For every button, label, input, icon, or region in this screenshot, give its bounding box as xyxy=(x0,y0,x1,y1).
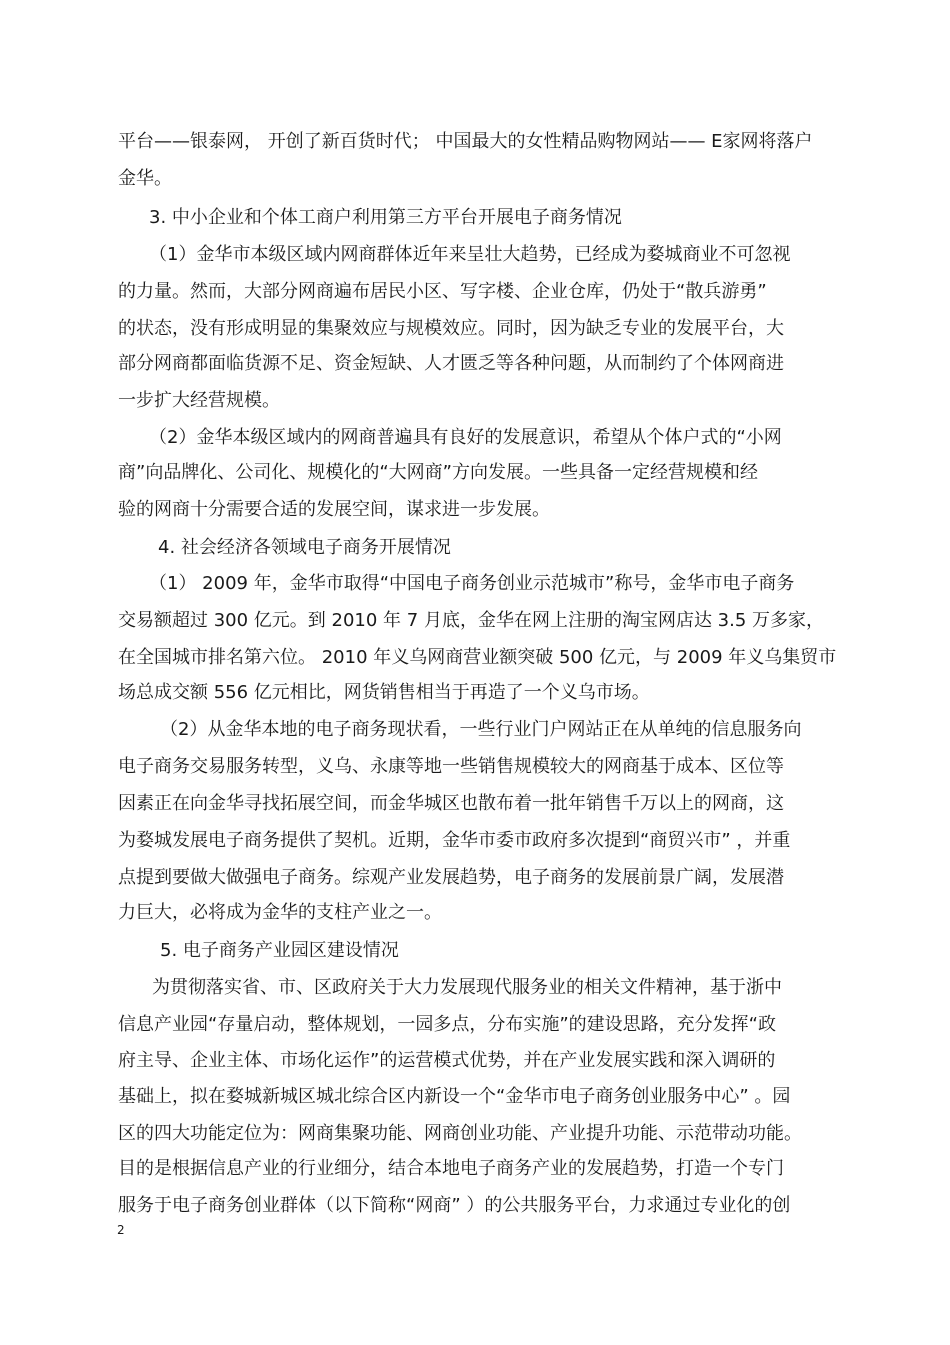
text-line: 电子商务交易服务转型，义乌、永康等地一些销售规模较大的网商基于成本、区位等 xyxy=(118,756,784,777)
text-line: 为婺城发展电子商务提供了契机。近期，金华市委市政府多次提到“商贸兴市” ，并重 xyxy=(118,830,791,851)
text-line: 验的网商十分需要合适的发展空间，谋求进一步发展。 xyxy=(118,499,550,520)
text-line: 府主导、企业主体、市场化运作”的运营模式优势，并在产业发展实践和深入调研的 xyxy=(118,1050,776,1071)
text-line: 一步扩大经营规模。 xyxy=(118,390,280,411)
text-line: 在全国城市排名第六位。 2010 年义乌网商营业额突破 500 亿元，与 2009 年义乌集贸市 xyxy=(118,647,837,668)
text-line: 平台——银泰网， 开创了新百货时代； 中国最大的女性精品购物网站—— E家网将落户 xyxy=(118,131,813,152)
text-line: 交易额超过 300 亿元。到 2010 年 7 月底，金华在网上注册的淘宝网店达 3.5 万多家， xyxy=(118,610,825,631)
section-heading: 5. 电子商务产业园区建设情况 xyxy=(160,940,399,961)
text-line: 力巨大，必将成为金华的支柱产业之一。 xyxy=(118,902,442,923)
text-line: 部分网商都面临货源不足、资金短缺、人才匮乏等各种问题，从而制约了个体网商进 xyxy=(118,353,784,374)
section-heading: 4. 社会经济各领域电子商务开展情况 xyxy=(158,537,451,558)
page-number: 2 xyxy=(117,1223,125,1237)
text-line: 的力量。然而，大部分网商遍布居民小区、写字楼、企业仓库，仍处于“散兵游勇” xyxy=(118,281,767,302)
text-line: （1）金华市本级区域内网商群体近年来呈壮大趋势，已经成为婺城商业不可忽视 xyxy=(149,244,791,265)
text-line: 金华。 xyxy=(118,168,172,189)
text-line: 目的是根据信息产业的行业细分，结合本地电子商务产业的发展趋势，打造一个专门 xyxy=(118,1158,784,1179)
text-line: （2）金华本级区域内的网商普遍具有良好的发展意识，希望从个体户式的“小网 xyxy=(149,427,782,448)
text-line: （1） 2009 年，金华市取得“中国电子商务创业示范城市”称号，金华市电子商务 xyxy=(149,573,795,594)
text-line: （2）从金华本地的电子商务现状看，一些行业门户网站正在从单纯的信息服务向 xyxy=(160,719,802,740)
text-line: 商”向品牌化、公司化、规模化的“大网商”方向发展。一些具备一定经营规模和经 xyxy=(118,462,758,483)
text-line: 场总成交额 556 亿元相比，网货销售相当于再造了一个义乌市场。 xyxy=(118,682,650,703)
text-line: 信息产业园“存量启动，整体规划，一园多点，分布实施”的建设思路，充分发挥“政 xyxy=(118,1014,776,1035)
text-line: 点提到要做大做强电子商务。综观产业发展趋势，电子商务的发展前景广阔，发展潜 xyxy=(118,867,784,888)
text-line: 的状态，没有形成明显的集聚效应与规模效应。同时，因为缺乏专业的发展平台，大 xyxy=(118,318,784,339)
text-line: 基础上，拟在婺城新城区城北综合区内新设一个“金华市电子商务创业服务中心” 。园 xyxy=(118,1086,791,1107)
text-line: 因素正在向金华寻找拓展空间，而金华城区也散布着一批年销售千万以上的网商，这 xyxy=(118,793,784,814)
section-heading: 3. 中小企业和个体工商户利用第三方平台开展电子商务情况 xyxy=(149,207,622,228)
text-line: 服务于电子商务创业群体（以下简称“网商” ）的公共服务平台，力求通过专业化的创 xyxy=(118,1195,791,1216)
text-line: 为贯彻落实省、市、区政府关于大力发展现代服务业的相关文件精神，基于浙中 xyxy=(152,977,782,998)
text-line: 区的四大功能定位为：网商集聚功能、网商创业功能、产业提升功能、示范带动功能。 xyxy=(118,1123,802,1144)
